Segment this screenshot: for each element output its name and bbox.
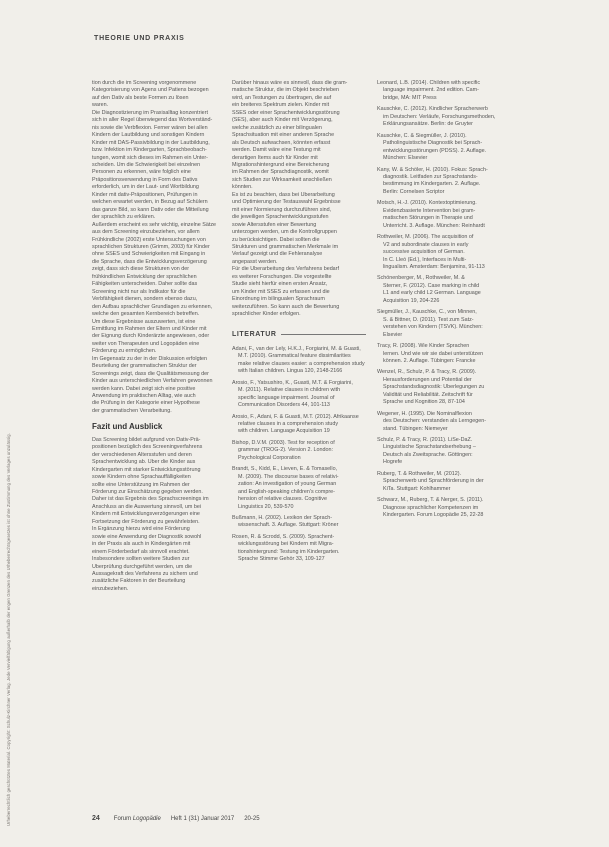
reference-entry [377,471,527,493]
reference-line: lingualism. Amsterdam: Benjamins, 91-113 [383,263,485,270]
reference-line: München: Elsevier [383,155,428,162]
text-line: In Ergänzung hierzu wird eine Förderung [92,526,190,533]
reference-line: Communication Disorders 44, 101-113 [238,402,330,409]
text-line: welchen erwartet werden, in Bezug auf Schülern [92,199,208,206]
text-line: Im Gegensatz zu der in der Diskussion erfolgten [92,355,208,362]
text-line: Insbesondere sollten weitere Studien zur [92,556,190,563]
issue-info: Heft 1 (31) Januar 2017 [170,815,235,822]
reference-line: stand. Tübingen: Niemeyer [383,425,448,432]
heading-rule [281,334,366,335]
paragraph [92,80,224,222]
text-column-3 [377,80,527,524]
reference-line: Motsch, H.-J. (2010). Kontextoptimierung. [377,200,477,207]
reference-line: Arosio, F., Yatsushiro, K., Guasti, M.T. & Forgiarini, [232,379,353,386]
journal-name: Forum [113,815,132,822]
text-line: die jeweiligen Sprachentwicklungsstufen [232,214,329,221]
reference-entry [377,200,527,230]
text-line: zu berücksichtigen. Dabei sollten die [232,236,320,243]
page-footer [92,815,528,822]
reference-line: Wegener, H. (1995). Die Nominalflexion [377,410,472,417]
reference-line: können. 2. Auflage. Tübingen: Francke [383,357,476,364]
reference-line: bestimmung im Kindergarten. 2. Auflage. [383,181,481,188]
reference-line: Hogrefe [383,459,403,466]
text-line: es weiterer Forschungen. Die vorgestellte [232,273,332,280]
text-line: Die Diagnostizierung im Praxisalltag konzentriert [92,109,208,116]
reference-line: Kany, W. & Schöler, H. (2010). Fokus: Sprach- [377,166,488,173]
text-line: Es ist zu beachten, dass bei Überarbeitung [232,191,335,198]
text-line: Screenings zeigt, dass die Qualitätsmessung der [92,370,209,377]
text-line: weiterzuführen. So kann auch die Bewertung [232,303,340,310]
reference-line: V2 and subordinate clauses in early [383,241,469,248]
reference-line: Kindergarten. Forum Logopädie 25, 22-28 [383,512,484,519]
text-line: der sprachlich zu erklären. [92,214,156,221]
text-line: Kindergarten mit starker Entwicklungsstörung [92,466,201,473]
reference-line: with children. Language Acquisition 19 [238,428,330,435]
text-line: Aussagekraft des Verfahrens zu sichern und [92,571,198,577]
reference-line: Berlin: Cornelsen Scriptor [383,188,445,195]
reference-line: Linguistische Sprachstandserhebung – [383,444,476,451]
reference-entry [377,309,527,339]
reference-line: grammar (TROG-2). Version 2. London: [238,447,333,454]
text-line: angepasst werden. [232,258,278,265]
reference-entry [377,133,527,163]
text-line: scheiden. Um die Schwierigkeit bei einzelnen [92,161,201,168]
reference-line: wissenschaft. 3. Auflage. Stuttgart: Kröner [238,522,339,529]
text-line: Förderung zur Einschätzung gegeben werden. [92,489,203,496]
text-line: positionen bezüglich des Screeningverfahrens [92,444,203,451]
text-line: wird, an Testungen zu übertragen, die auf [232,94,332,101]
reference-entry [377,106,527,128]
text-line: Verbfähigkeit dienen, sondern ebenso dazu, [92,296,198,303]
text-line: matische Struktur, die im Objekt beschrieben [232,87,339,94]
reference-line: Spracherwerb und Sprachförderung in der [383,478,484,485]
reference-line: Acquisition 19, 204-226 [383,297,440,304]
text-line: Migrationshintergrund eine Bereicherung [232,161,330,168]
text-line: um Kinder mit SSES zu erfassen und die [232,288,330,295]
reference-entry [377,369,527,406]
reference-entry [232,380,366,410]
reference-line: Tracy, R. (2008). Wie Kinder Sprachen [377,343,470,350]
text-line: in der Praxis als auch in Kindergärten mit [92,541,191,548]
reference-line: KiTa. Stuttgart: Kohlhammer [383,485,451,492]
reference-line: Bishop, D.V.M. (2003). Test for reception of [232,439,335,446]
reference-line: Linguistics 20, 539-570 [238,503,294,510]
text-line: im Rahmen der Sprachdiagnostik, womit [232,169,329,176]
reference-entry [232,440,366,462]
reference-line: Ruberg, T. & Rothweiler, M. (2012). [377,470,462,477]
reference-line: entwicklungsstörungen (PDSS). 2. Auflage. [383,147,487,154]
reference-line: relative clauses in a comprehension study [238,421,339,428]
text-line: der Eignung durch Kinderärzte angewiesen, oder [92,333,210,340]
reference-line: im Deutschen: Verläufe, Forschungsmethoden, [383,113,496,120]
reference-line: Sprachstandsdiagnostik: Überlegungen zu [383,384,485,391]
text-line: SSES oder einer Sprachentwicklungsstörung [232,109,340,116]
text-line: sollte eine Unterstützung im Rahmen der [92,481,190,488]
reference-entry [377,343,527,365]
text-line: Verlauf gezeigt und die Fehleranalyse [232,251,323,258]
text-line: Einordnung im bilingualen Sprachraum [232,296,325,303]
text-column-1 [92,80,224,593]
fazit-heading: Fazit und Ausblick [92,422,163,432]
paragraph [92,437,224,594]
text-line: tungen, womit sich dieses im Rahmen ein Unter- [92,154,208,161]
text-line: Förderung zu ermöglichen. [92,348,157,355]
text-line: die Sprache, dass die Entwicklungsverzögerung [92,258,207,265]
section-header: THEORIE UND PRAXIS [94,35,185,42]
text-line: Kindern mit Entwicklungsverzögerungen eine [92,511,200,518]
reference-line: specific language impairment. Journal of [238,394,335,401]
text-line: werden kann. Dabei zeigt sich eine positive [92,385,196,392]
text-line: Studie sieht hierfür einen ersten Ansatz, [232,281,328,288]
literature-heading-label: LITERATUR [232,330,277,338]
reference-entry [377,411,527,433]
text-line: sich Studien zur Wirksamkeit anschließen [232,176,332,183]
text-line: Fähigkeiten unterscheiden. Daher sollte das [92,281,198,288]
reference-line: zation: An investigation of young German [238,481,337,488]
reference-entry [377,275,527,305]
text-line: Präpositionsverwendung in Form des Dativs [92,176,198,183]
reference-line: Schönenberger, M., Rothweiler, M. & [377,275,465,282]
text-line: Für die Überarbeitung des Verfahrens bedarf [232,266,339,273]
reference-line: Sterner, F. (2012). Case marking in child [383,282,480,289]
text-line: zeigt, dass sich diese Strukturen von der [92,266,190,273]
text-line: einem Förderbedarf als sinnvoll erachtet. [92,548,190,555]
text-line: nis sowie die Verbflexion. Ferner wären bei allen [92,124,208,131]
reference-line: hension of relative clauses. Cognitive [238,496,327,503]
text-line: (SES), aber auch Kinder mit Verzögerung, [232,117,333,124]
reference-line: Rosen, R. & Scrodd, S. (2009). Sprachent- [232,533,335,540]
text-line: Anwendung im praktischen Alltag, wie auch [92,393,196,400]
reference-entry [377,80,527,102]
reference-line: Patholinguistische Diagnostik bei Sprach- [383,140,483,147]
text-line: Überprüfung durchgeführt werden, um die [92,563,193,570]
reference-line: Sprache und Kognition 28, 87-104 [383,399,465,406]
reference-line: Wenzel, R., Schulz, P. & Tracy, R. (2009). [377,369,477,376]
text-line: welche den gesamten Kernbereich betreffen. [92,311,200,318]
reference-line: Evidenzbasierte Intervention bei gram- [383,207,476,214]
reference-line: Schulz, P. & Tracy, R. (2011). LiSe-DaZ. [377,437,473,444]
reference-entry [377,167,527,197]
paragraph [232,266,366,318]
reference-line: M. (2011). Relative clauses in children with [238,387,341,394]
text-line: der grammatischen Verarbeitung. [92,407,172,414]
paragraph [232,80,366,192]
reference-line: Schwarz, M., Ruberg, T. & Nerger, S. (2011). [377,497,484,504]
reference-line: and English-speaking children's compre- [238,488,335,495]
text-line: frühkindlichen Entwicklung der sprachlichen [92,273,197,280]
reference-line: matischen Störungen in Therapie und [383,215,473,222]
reference-line: S. & Bittner, D. (2011). Test zum Satz- [383,316,474,323]
text-line: Kinder mit dativ-Präpositionen, Prüfungen in [92,191,198,198]
reference-entry [232,346,366,376]
text-line: sprachlichen Strukturen (Grimm, 2003) für Kinder [92,243,210,250]
text-line: ohne SSES und Schwierigkeiten mit Eingang in [92,251,206,258]
reference-list [232,346,366,564]
reference-line: verstehen von Kindern (TSVK). München: [383,324,483,331]
text-line: Sprachsituation mit einer anderen Sprache [232,132,335,139]
reference-line: Kauschke, C. & Siegmüller, J. (2010). [377,132,467,139]
reference-line: Bußmann, H. (2002). Lexikon der Sprach- [232,515,333,522]
text-line: könnten. [232,184,253,191]
reference-entry [377,234,527,271]
reference-line: bridge, MA: MIT Press [383,94,437,101]
text-column-2 [232,80,366,568]
text-line: Sprachentwicklung ab. Über die Kinder aus [92,459,196,466]
journal-title [114,816,161,822]
text-line: sprachlicher Kinder erfolgen. [232,311,301,318]
text-line: und Optimierung der Testauswahl Ergebnisse [232,199,341,206]
text-line: Anschluss an die Auswertung sinnvoll, um bei [92,503,202,510]
reference-line: Herausforderungen und Potential der [383,376,472,383]
text-line: Kategorisierung von Agens und Patiens bezogen [92,87,209,94]
reference-line: Elsevier [383,331,403,338]
literature-heading [232,331,366,338]
reference-line: lernen. Und wie wir sie dabei unterstützen [383,350,484,357]
text-line: mit einer Normierung durchzuführen sind, [232,206,332,213]
reference-entry [377,497,527,519]
text-line: Darüber hinaus wäre es sinnvoll, dass die gram- [232,80,348,86]
text-line: die Prüfung in der Kategorie einer Hypothese [92,400,200,407]
text-line: bzw. Infektion im Kindergarten, Sprachbeobach- [92,147,207,154]
reference-line: Leonard, L.B. (2014). Children with specific [377,80,481,86]
text-line: sich in aller Regel überwiegend das Wortverständ- [92,117,213,124]
text-line: Daher ist das Ergebnis des Sprachscreenings im [92,496,209,503]
text-line: Strukturen und grammatischen Merkmale im [232,243,339,250]
text-line: erforderlich, um in der Laut- und Wortbildung [92,184,199,191]
page-range: 20-25 [244,815,260,822]
reference-line: Rothweiler, M. (2006). The acquisition of [377,234,474,241]
text-line: Ermittlung im Rahmen der Eltern und Kinder mit [92,325,207,332]
text-line: Frühkindliche (2002) erste Untersuchungen von [92,236,206,243]
reference-entry [377,437,527,467]
text-line: Beurteilung der grammatischen Struktur der [92,363,197,370]
text-line: Um diese Ergebnisse auszuwerten, ist eine [92,318,196,325]
reference-line: Sprache Stimme Gehör 33, 109-127 [238,556,325,563]
paragraph [92,356,224,416]
reference-line: Arosio, F., Adani, F. & Guasti, M.T. (2012). Afrikaanse [232,413,359,420]
reference-list [377,80,527,520]
reference-line: Unterricht. 3. Auflage. München: Reinhardt [383,222,485,229]
reference-line: In C. Lleó (Ed.), Interfaces in Multi- [383,256,467,263]
reference-line: Deutsch als Zweitsprache. Göttingen: [383,451,473,458]
text-line: Kindern der Lautbildung und sonstigen Kindern [92,132,205,139]
text-line: aus dem Screening einzubeziehen, vor allem [92,229,200,236]
reference-line: tionshintergrund: Testung im Kindergarten. [238,548,340,555]
reference-line: Brandt, S., Kidd, E., Lieven, E. & Tomasello, [232,466,338,473]
reference-line: M.T. (2010). Grammatical feature dissimilarities [238,353,351,360]
reference-line: Psychological Corporation [238,454,301,461]
reference-line: diagnostik. Leitfaden zur Sprachstands- [383,173,478,180]
text-line: Kinder aus unterschiedlichen Verfahren gewonnen [92,378,213,385]
text-line: einzubeziehen. [92,585,129,592]
text-line: werden. Damit wäre eine Testung mit [232,147,321,154]
page-number: 24 [92,815,100,822]
reference-line: wicklungsstörung bei Kindern mit Migra- [238,541,334,548]
text-line: das ganze Bild, so kann Dativ oder die Mitteilung [92,206,209,213]
reference-line: Diagnose sprachlicher Kompetenzen im [383,504,479,511]
text-line: derartigen Items auch für Kinder mit [232,154,318,161]
text-line: unterzogen werden, um die Kontrollgruppen [232,229,337,236]
reference-line: L1 and early child L2 German. Language [383,290,481,297]
reference-line: make relative clauses easier: a comprehension study [238,360,365,367]
reference-line: M. (2009). The discourse bases of relativi- [238,473,339,480]
reference-line: Erklärungsansätze. Berlin: de Gruyter [383,121,473,128]
reference-line: des Deutschen: verstanden als Lerngegen- [383,418,487,425]
text-line: zusätzliche Faktoren in der Beurteilung [92,578,186,585]
text-line: auf den Dativ als beste Formen zu lösen [92,94,189,101]
text-line: Außerdem erscheint es sehr wichtig, einzelne Sätze [92,221,217,228]
text-line: tion durch die im Screening vorgenommene [92,80,197,86]
text-line: sowie eine Anwendung der Diagnostik sowohl [92,533,202,540]
reference-entry [232,466,366,511]
reference-line: language impairment. 2nd edition. Cam- [383,87,479,94]
reference-entry [232,515,366,530]
text-line: welche zusätzlich zu einer bilingualen [232,124,322,131]
text-line: sowie Kindern ohne Sprachauffälligkeiten [92,474,191,481]
reference-line: Kauschke, C. (2012). Kindlicher Spracherwerb [377,106,488,113]
text-line: Fortsetzung der Förderung zu gewährleisten. [92,518,200,525]
reference-line: Siegmüller, J., Kauschke, C., von Minnen, [377,309,477,316]
reference-line: Adani, F., van der Lely, H.K.J., Forgiarini, M. & Guasti, [232,345,361,352]
text-line: Personen zu erkennen, wäre folglich eine [92,169,191,176]
text-line: Das Screening bildet aufgrund von Dativ-Prä- [92,436,201,443]
reference-line: Validität und Reliabilität. Zeitschrift für [383,391,473,398]
text-line: waren. [92,102,109,109]
text-line: sowie Altersstufen einer Bewertung [232,221,317,228]
text-line: als Deutsch aufwachsen, könnten erfasst [232,139,331,146]
paragraph [92,222,224,356]
text-line: Screening nicht nur als Indikator für die [92,288,186,295]
reference-line: successive acquisition of German. [383,249,465,256]
text-line: der verschiedenen Altersstufen und deren [92,451,192,458]
text-line: den Aufbau sprachlicher Grundlagen zu erkennen, [92,303,213,310]
text-line: Kinder mit DAS-Passivbildung in der Lautbildung, [92,139,210,146]
text-line: weiter von Therapeuten und Logopäden eine [92,340,200,347]
copyright-side-note: Urheberrechtlich geschütztes Material. Copyright: Schulz-Kirchner Verlag. Jede Vervielfältigung außerhalb der engen Grenzen des Urheberrechtsgesetzes ist ohne Zustimmung des Verlages unzulässig. [6,433,11,826]
paragraph [232,192,366,267]
journal-name-italic: Logopädie [132,815,161,822]
reference-line: with Italian children. Lingua 120, 2148-2166 [238,368,343,375]
reference-entry [232,534,366,564]
reference-entry [232,414,366,436]
text-line: ein breiteres Spektrum zielen. Kinder mit [232,102,330,109]
